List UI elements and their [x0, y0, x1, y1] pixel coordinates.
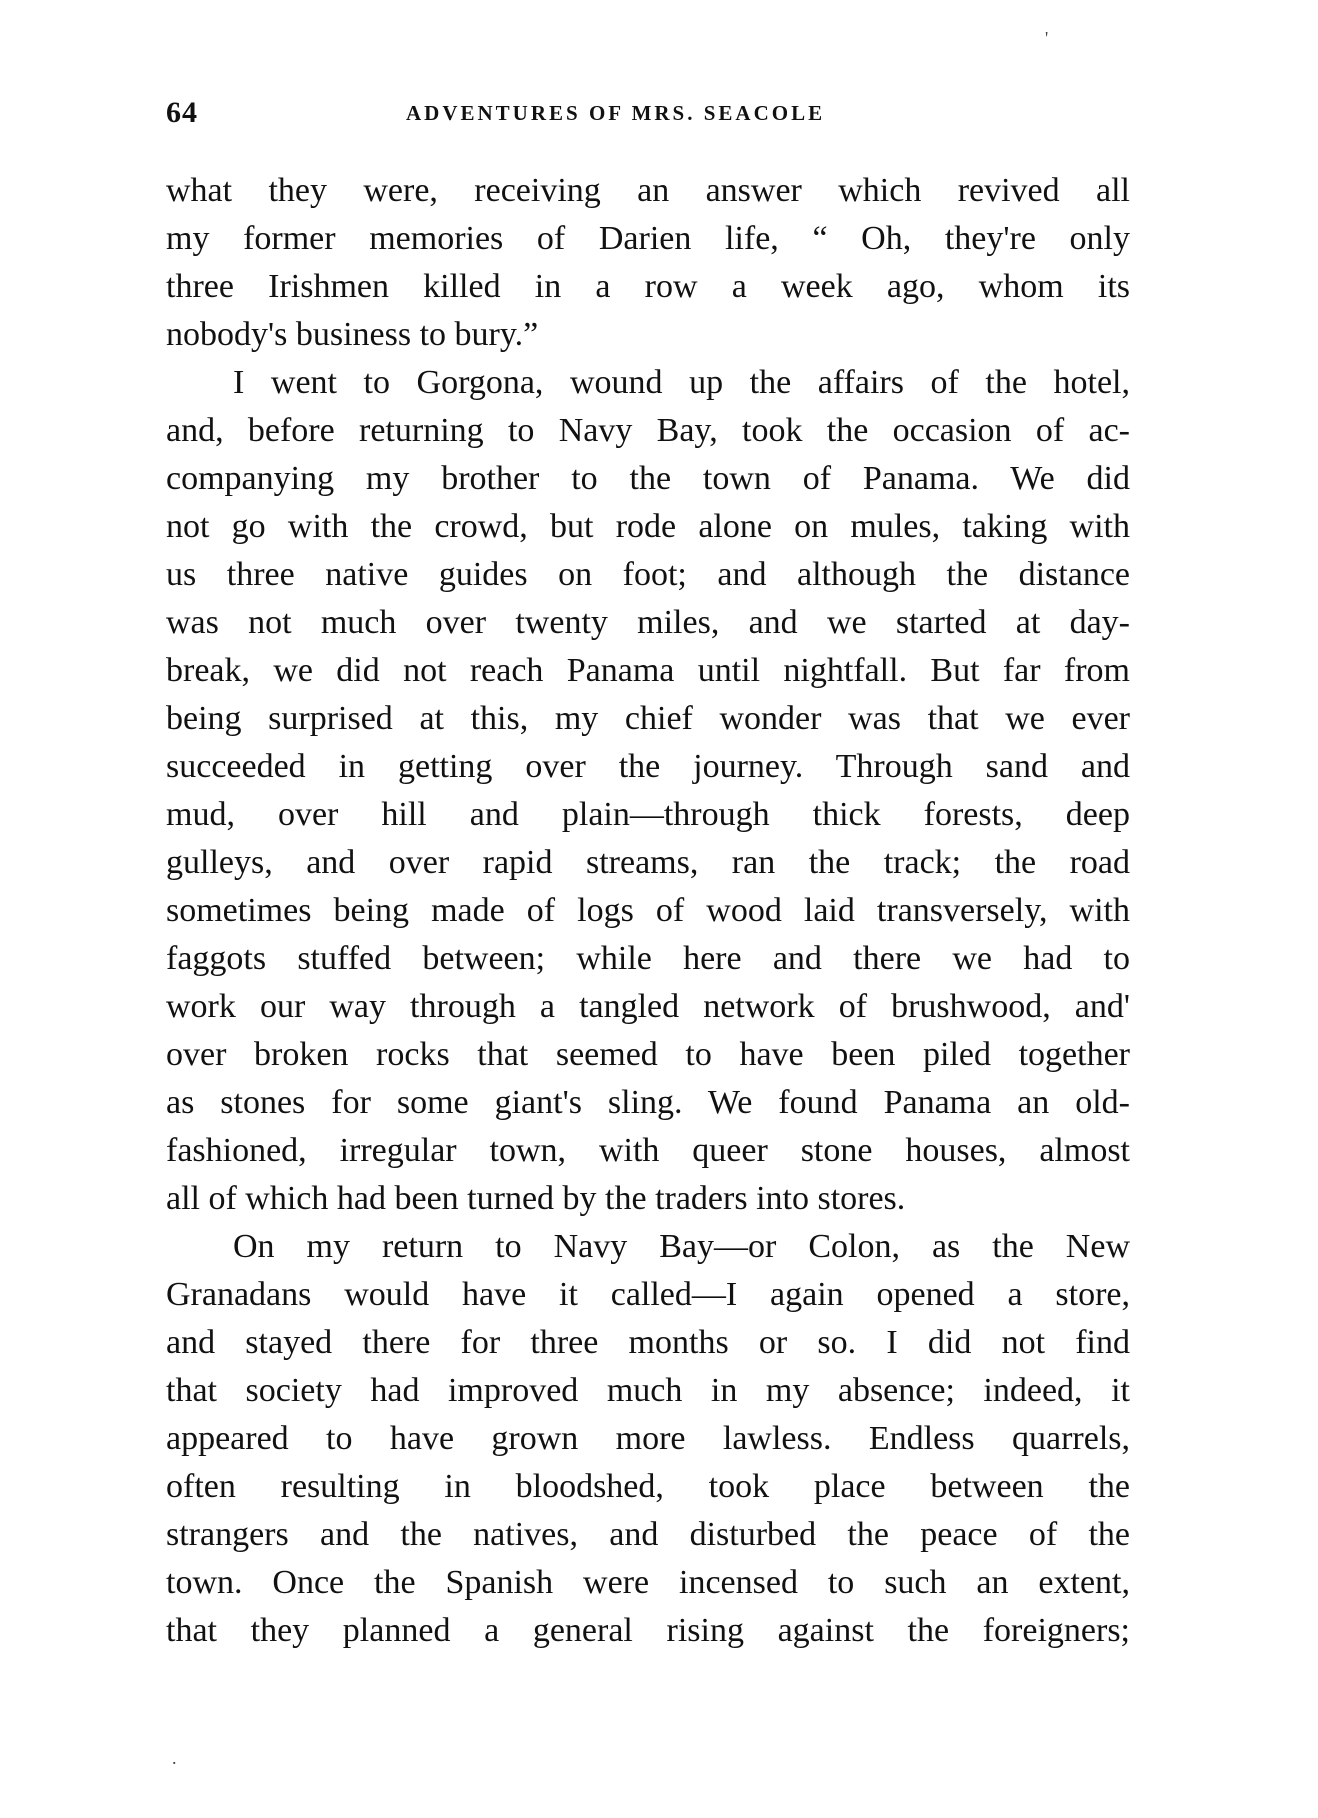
text-line: nobody's business to bury.”: [166, 316, 539, 353]
text-line: three Irishmen killed in a row a week ago, whom its: [166, 268, 1130, 305]
text-line: succeeded in getting over the journey. Through sand and: [166, 748, 1130, 785]
text-line: not go with the crowd, but rode alone on mules, taking with: [166, 508, 1130, 545]
text-line: as stones for some giant's sling. We found Panama an old-: [166, 1084, 1130, 1121]
text-line: my former memories of Darien life, “ Oh, they're only: [166, 220, 1130, 257]
running-head: [166, 96, 1130, 136]
text-line: work our way through a tangled network of brushwood, and': [166, 988, 1130, 1025]
text-line: companying my brother to the town of Panama. We did: [166, 460, 1130, 497]
text-line: strangers and the natives, and disturbed the peace of the: [166, 1516, 1130, 1553]
text-line: what they were, receiving an answer which revived all: [166, 172, 1130, 209]
scan-speck-top: ': [1045, 28, 1049, 48]
body-text: [166, 167, 1130, 1655]
text-line: often resulting in bloodshed, took place between the: [166, 1468, 1130, 1505]
text-line: town. Once the Spanish were incensed to such an extent,: [166, 1564, 1130, 1601]
page-number: 64: [166, 96, 198, 129]
text-line: and stayed there for three months or so. I did not find: [166, 1324, 1130, 1361]
text-line: that society had improved much in my absence; indeed, it: [166, 1372, 1130, 1409]
text-line: us three native guides on foot; and although the distance: [166, 556, 1130, 593]
text-line: was not much over twenty miles, and we started at day-: [166, 604, 1130, 641]
text-line: faggots stuffed between; while here and there we had to: [166, 940, 1130, 977]
text-line: mud, over hill and plain—through thick forests, deep: [166, 796, 1130, 833]
text-line: sometimes being made of logs of wood laid transversely, with: [166, 892, 1130, 929]
text-line: break, we did not reach Panama until nightfall. But far from: [166, 652, 1130, 689]
paragraph-first-line: I went to Gorgona, wound up the affairs of the hotel,: [233, 364, 1130, 401]
text-line: over broken rocks that seemed to have been piled together: [166, 1036, 1130, 1073]
text-line: fashioned, irregular town, with queer stone houses, almost: [166, 1132, 1130, 1169]
text-line: being surprised at this, my chief wonder was that we ever: [166, 700, 1130, 737]
text-line: gulleys, and over rapid streams, ran the track; the road: [166, 844, 1130, 881]
text-line: appeared to have grown more lawless. Endless quarrels,: [166, 1420, 1130, 1457]
running-title: ADVENTURES OF MRS. SEACOLE: [406, 101, 826, 125]
text-line: that they planned a general rising against the foreigners;: [166, 1612, 1130, 1649]
scan-speck-bottom: .: [172, 1748, 177, 1768]
paragraph-first-line: On my return to Navy Bay—or Colon, as the New: [233, 1228, 1130, 1265]
text-line: and, before returning to Navy Bay, took the occasion of ac-: [166, 412, 1130, 449]
text-line: all of which had been turned by the traders into stores.: [166, 1180, 906, 1217]
text-line: Granadans would have it called—I again opened a store,: [166, 1276, 1130, 1313]
